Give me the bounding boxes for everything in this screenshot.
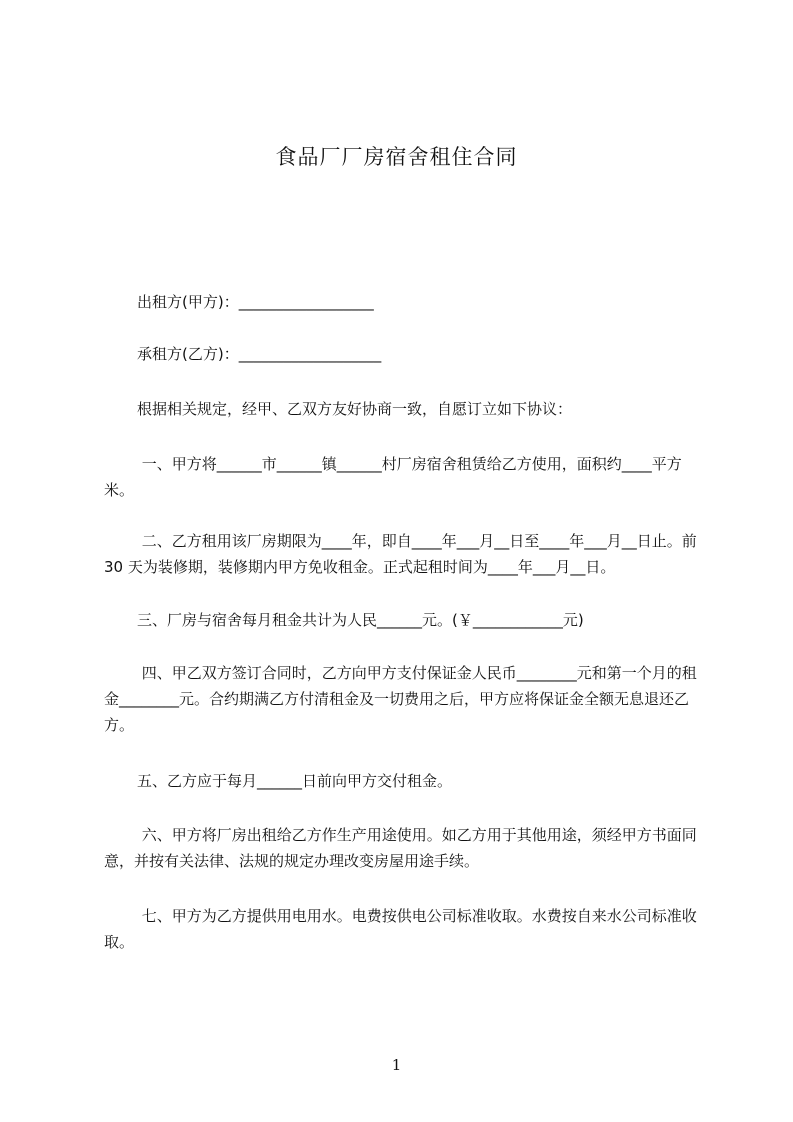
clause-2: 二、乙方租用该厂房期限为____年，即自____年___月__日至____年___月__日止。前 30 天为装修期，装修期内甲方免收租金。正式起租时间为____年___月__日。 [104, 532, 702, 576]
page-number: 1 [391, 1056, 402, 1074]
clause-5: 五、乙方应于每月______日前向甲方交付租金。 [137, 772, 453, 790]
clause-6: 六、甲方将厂房出租给乙方作生产用途使用。如乙方用于其他用途，须经甲方书面同意，并按有关法律、法规的规定办理改变房屋用途手续。 [104, 826, 697, 870]
clause-3: 三、厂房与宿舍每月租金共计为人民______元。(￥____________元) [137, 611, 584, 629]
clause-7: 七、甲方为乙方提供用电用水。电费按供电公司标准收取。水费按自来水公司标准收取。 [104, 907, 697, 951]
preamble: 根据相关规定，经甲、乙双方友好协商一致，自愿订立如下协议： [137, 400, 573, 418]
clause-4: 四、甲乙双方签订合同时，乙方向甲方支付保证金人民币________元和第一个月的租金________元。合约期满乙方付清租金及一切费用之后，甲方应将保证金全额无息退还乙方。 [104, 664, 697, 734]
party-a-line: 出租方(甲方)：__________________ [137, 293, 374, 311]
party-b-line: 承租方(乙方)：___________________ [137, 345, 382, 363]
contract-title: 食品厂厂房宿舍租住合同 [275, 145, 518, 169]
clause-1: 一、甲方将______市______镇______村厂房宿舍租赁给乙方使用，面积约____平方米。 [104, 455, 682, 499]
